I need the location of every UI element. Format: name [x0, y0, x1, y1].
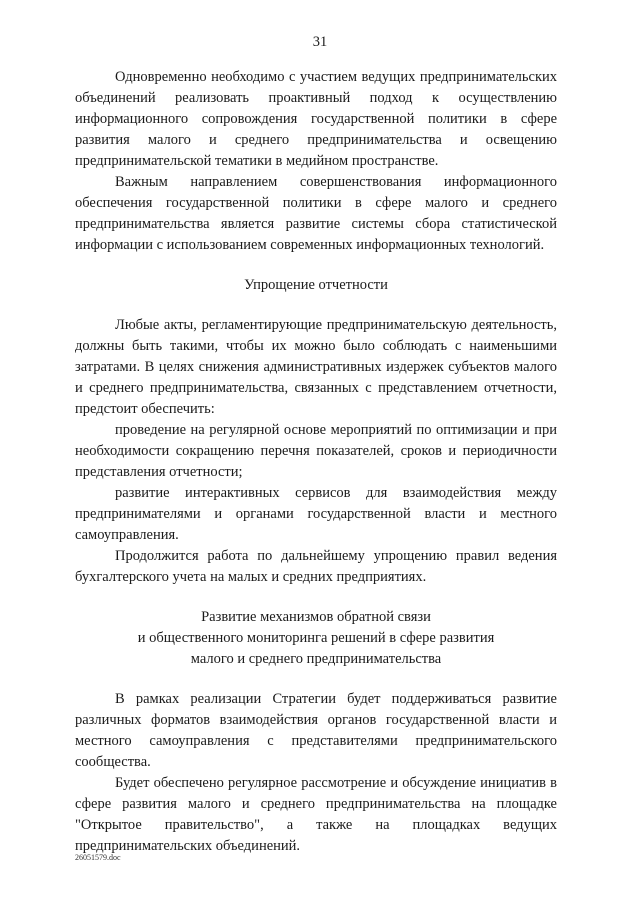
- paragraph: Важным направлением совершенствования информационного обеспечения государственной политики в сфере малого и среднего предпринимательства является развитие системы сбора статистической информации с использованием современных информационных технологий.: [75, 174, 557, 253]
- heading-line: и общественного мониторинга решений в сфере развития: [137, 630, 495, 646]
- paragraph: Будет обеспечено регулярное рассмотрение и обсуждение инициатив в сфере развития малого и среднего предпринимательства на площадке "Открытое правительство", а также на площадках ведущих предпринимательских объединений.: [75, 775, 557, 854]
- heading-line: малого и среднего предпринимательства: [190, 651, 442, 667]
- section-heading-feedback: [75, 607, 557, 670]
- paragraph: Продолжится работа по дальнейшему упрощению правил ведения бухгалтерского учета на малых и средних предприятиях.: [75, 548, 557, 585]
- paragraph: В рамках реализации Стратегии будет поддерживаться развитие различных форматов взаимодействия органов государственной власти и местного самоуправления с представителями предпринимательского сообщества.: [75, 691, 557, 770]
- heading-line: Упрощение отчетности: [244, 277, 388, 293]
- page-number: 31: [312, 34, 328, 50]
- paragraph: Одновременно необходимо с участием ведущих предпринимательских объединений реализовать проактивный подход к осуществлению информационного сопровождения государственной политики в сфере развития малого и среднего предпринимательства и освещению предпринимательской тематики в медийном пространстве.: [75, 69, 557, 169]
- heading-line: Развитие механизмов обратной связи: [201, 609, 431, 625]
- paragraph: проведение на регулярной основе мероприятий по оптимизации и при необходимости сокращению перечня показателей, сроков и периодичности представления отчетности;: [75, 422, 557, 480]
- document-filename: 26051579.doc: [75, 853, 121, 862]
- paragraph: развитие интерактивных сервисов для взаимодействия между предпринимателями и органами государственной власти и местного самоуправления.: [75, 485, 557, 543]
- document-body: [75, 67, 557, 857]
- paragraph: Любые акты, регламентирующие предпринимательскую деятельность, должны быть такими, чтобы их можно было соблюдать с наименьшими затратами. В целях снижения административных издержек субъектов малого и среднего предпринимательства, связанных с представлением отчетности, предстоит обеспечить:: [75, 317, 557, 417]
- section-heading-reporting: [75, 275, 557, 296]
